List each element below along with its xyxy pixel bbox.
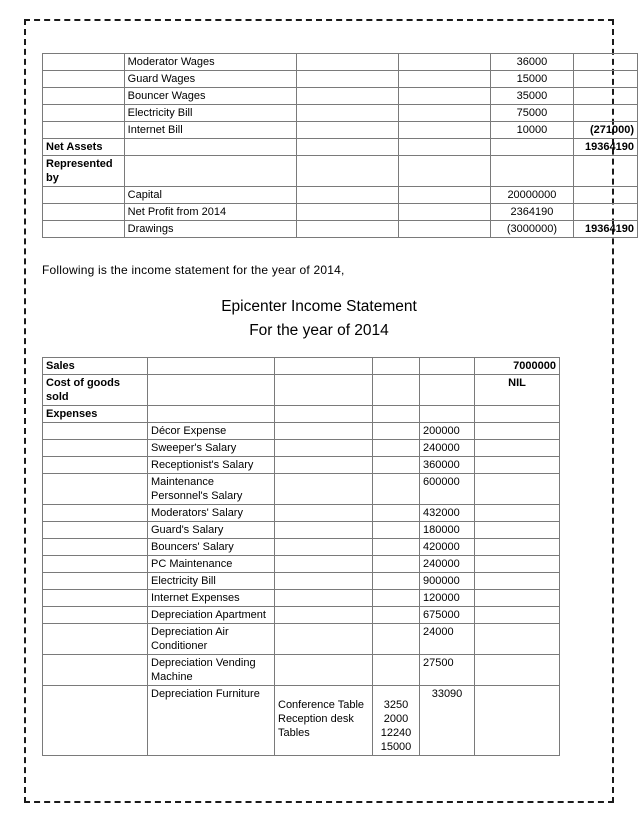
row-label: Net Assets (43, 139, 125, 156)
furniture-item (275, 590, 373, 607)
furniture-item (275, 505, 373, 522)
table-row (43, 590, 560, 607)
row-total: 19364190 (574, 221, 638, 238)
furniture-item (275, 539, 373, 556)
expense-amount: 420000 (420, 539, 475, 556)
expense-name: Depreciation Vending Machine (148, 655, 275, 686)
row-blank (399, 54, 490, 71)
furniture-item (275, 624, 373, 655)
expense-name: Internet Expenses (148, 590, 275, 607)
blank (420, 358, 475, 375)
table-row (43, 187, 638, 204)
expense-amount: 33090 (420, 686, 475, 756)
table-row (43, 655, 560, 686)
expense-name: Décor Expense (148, 423, 275, 440)
table-row (43, 423, 560, 440)
expense-amount: 180000 (420, 522, 475, 539)
row-blank (296, 71, 399, 88)
blank (373, 358, 420, 375)
blank (475, 607, 560, 624)
row-label (43, 204, 125, 221)
expense-name: Electricity Bill (148, 573, 275, 590)
expense-amount: 240000 (420, 556, 475, 573)
row-blank (399, 187, 490, 204)
row-item (124, 156, 296, 187)
statement-subtitle: For the year of 2014 (249, 322, 389, 339)
row-blank (296, 54, 399, 71)
blank (475, 474, 560, 505)
row-blank (399, 204, 490, 221)
expense-name: Guard's Salary (148, 522, 275, 539)
row-total: (271000) (574, 122, 638, 139)
row-total (574, 204, 638, 221)
blank (373, 375, 420, 406)
blank (475, 573, 560, 590)
expense-amount: 432000 (420, 505, 475, 522)
blank (275, 358, 373, 375)
blank (43, 457, 148, 474)
furniture-amount (373, 590, 420, 607)
furniture-item (275, 457, 373, 474)
table-row (43, 539, 560, 556)
table-row (43, 204, 638, 221)
sales-total: 7000000 (475, 358, 560, 375)
furniture-amount (373, 624, 420, 655)
blank (43, 556, 148, 573)
expenses-label: Expenses (43, 406, 148, 423)
row-blank (399, 156, 490, 187)
balance-sheet-table (42, 53, 638, 238)
row-total (574, 187, 638, 204)
table-row (43, 122, 638, 139)
blank (275, 375, 373, 406)
furniture-item (275, 556, 373, 573)
blank (43, 686, 148, 756)
expense-name: PC Maintenance (148, 556, 275, 573)
blank (475, 522, 560, 539)
row-amount (490, 156, 574, 187)
blank (475, 457, 560, 474)
row-blank (296, 204, 399, 221)
row-item (124, 139, 296, 156)
furniture-item (275, 686, 373, 756)
row-blank (399, 139, 490, 156)
row-blank (296, 122, 399, 139)
furniture-item-amount: 3250 2000 (383, 699, 409, 725)
blank (475, 539, 560, 556)
statement-title: Epicenter Income Statement (221, 298, 417, 315)
blank (475, 406, 560, 423)
expense-name: Receptionist's Salary (148, 457, 275, 474)
row-label (43, 54, 125, 71)
row-blank (399, 88, 490, 105)
table-row (43, 474, 560, 505)
row-amount (490, 139, 574, 156)
furniture-amount (373, 539, 420, 556)
row-total (574, 71, 638, 88)
row-item: Bouncer Wages (124, 88, 296, 105)
row-amount: 75000 (490, 105, 574, 122)
cogs-total: NIL (475, 375, 560, 406)
blank (43, 607, 148, 624)
row-blank (399, 221, 490, 238)
furniture-item-amount: 15000 (380, 741, 412, 753)
table-row (43, 71, 638, 88)
row-item: Drawings (124, 221, 296, 238)
sales-label: Sales (43, 358, 148, 375)
row-label: Represented by (43, 156, 125, 187)
table-row (43, 440, 560, 457)
income-statement-table (42, 357, 560, 756)
row-label (43, 105, 125, 122)
row-item: Guard Wages (124, 71, 296, 88)
table-row (43, 505, 560, 522)
blank (43, 624, 148, 655)
row-blank (296, 88, 399, 105)
blank (148, 375, 275, 406)
blank (475, 590, 560, 607)
row-total (574, 88, 638, 105)
row-item: Capital (124, 187, 296, 204)
row-item: Electricity Bill (124, 105, 296, 122)
row-amount: 36000 (490, 54, 574, 71)
row-label (43, 88, 125, 105)
blank (475, 423, 560, 440)
furniture-amount (373, 686, 420, 756)
furniture-amount (373, 573, 420, 590)
row-total (574, 105, 638, 122)
furniture-item (275, 423, 373, 440)
furniture-item (275, 474, 373, 505)
row-blank (296, 187, 399, 204)
expense-amount: 200000 (420, 423, 475, 440)
expense-amount: 24000 (420, 624, 475, 655)
blank (373, 406, 420, 423)
expense-amount: 360000 (420, 457, 475, 474)
cogs-label: Cost of goods sold (43, 375, 148, 406)
table-row (43, 457, 560, 474)
expense-name: Moderators' Salary (148, 505, 275, 522)
expense-name: Bouncers' Salary (148, 539, 275, 556)
row-total: 19364190 (574, 139, 638, 156)
blank (43, 522, 148, 539)
row-blank (296, 156, 399, 187)
furniture-amount (373, 505, 420, 522)
row-label (43, 221, 125, 238)
furniture-item-name: Reception desk (278, 713, 354, 725)
blank (475, 556, 560, 573)
table-row (43, 88, 638, 105)
blank (43, 440, 148, 457)
blank (148, 406, 275, 423)
row-blank (296, 105, 399, 122)
furniture-item (275, 440, 373, 457)
row-blank (399, 105, 490, 122)
furniture-amount (373, 655, 420, 686)
expense-amount: 27500 (420, 655, 475, 686)
expense-amount: 900000 (420, 573, 475, 590)
blank (43, 655, 148, 686)
intro-text: Following is the income statement for the year of 2014, (42, 263, 345, 277)
table-row (43, 221, 638, 238)
table-row (43, 54, 638, 71)
row-amount: 10000 (490, 122, 574, 139)
furniture-amount (373, 440, 420, 457)
furniture-amount (373, 607, 420, 624)
expense-amount: 600000 (420, 474, 475, 505)
table-row (43, 624, 560, 655)
table-row (43, 573, 560, 590)
row-amount: (3000000) (490, 221, 574, 238)
blank (475, 624, 560, 655)
furniture-item-name: Tables (278, 727, 310, 739)
table-row (43, 139, 638, 156)
table-row (43, 375, 560, 406)
row-item: Net Profit from 2014 (124, 204, 296, 221)
expense-amount: 240000 (420, 440, 475, 457)
blank (475, 655, 560, 686)
row-amount: 35000 (490, 88, 574, 105)
expense-name: Depreciation Apartment (148, 607, 275, 624)
furniture-item (275, 522, 373, 539)
furniture-item (275, 573, 373, 590)
row-blank (399, 71, 490, 88)
row-blank (296, 221, 399, 238)
blank (475, 505, 560, 522)
expense-amount: 675000 (420, 607, 475, 624)
blank (148, 358, 275, 375)
blank (420, 406, 475, 423)
row-label (43, 187, 125, 204)
table-row (43, 105, 638, 122)
row-total (574, 156, 638, 187)
table-row (43, 686, 560, 756)
blank (43, 505, 148, 522)
blank (275, 406, 373, 423)
furniture-amount (373, 556, 420, 573)
blank (43, 573, 148, 590)
table-row (43, 358, 560, 375)
table-row (43, 522, 560, 539)
blank (43, 539, 148, 556)
expense-amount: 120000 (420, 590, 475, 607)
furniture-amount (373, 522, 420, 539)
furniture-amount (373, 474, 420, 505)
row-blank (399, 122, 490, 139)
row-amount: 15000 (490, 71, 574, 88)
table-row (43, 406, 560, 423)
expense-name: Depreciation Air Conditioner (148, 624, 275, 655)
furniture-amount (373, 457, 420, 474)
row-blank (296, 139, 399, 156)
furniture-item-name: Conference Table (278, 699, 365, 711)
blank (43, 423, 148, 440)
row-amount: 20000000 (490, 187, 574, 204)
expense-name: Maintenance Personnel's Salary (148, 474, 275, 505)
table-row (43, 556, 560, 573)
table-row (43, 607, 560, 624)
blank (475, 686, 560, 756)
furniture-item (275, 655, 373, 686)
blank (43, 474, 148, 505)
blank (43, 590, 148, 607)
furniture-amount (373, 423, 420, 440)
row-amount: 2364190 (490, 204, 574, 221)
blank (420, 375, 475, 406)
expense-name: Sweeper's Salary (148, 440, 275, 457)
row-total (574, 54, 638, 71)
blank (475, 440, 560, 457)
furniture-item-amount: 12240 (380, 727, 412, 739)
row-label (43, 71, 125, 88)
row-item: Moderator Wages (124, 54, 296, 71)
row-item: Internet Bill (124, 122, 296, 139)
row-label (43, 122, 125, 139)
expense-name: Depreciation Furniture (148, 686, 275, 756)
table-row (43, 156, 638, 187)
furniture-item (275, 607, 373, 624)
